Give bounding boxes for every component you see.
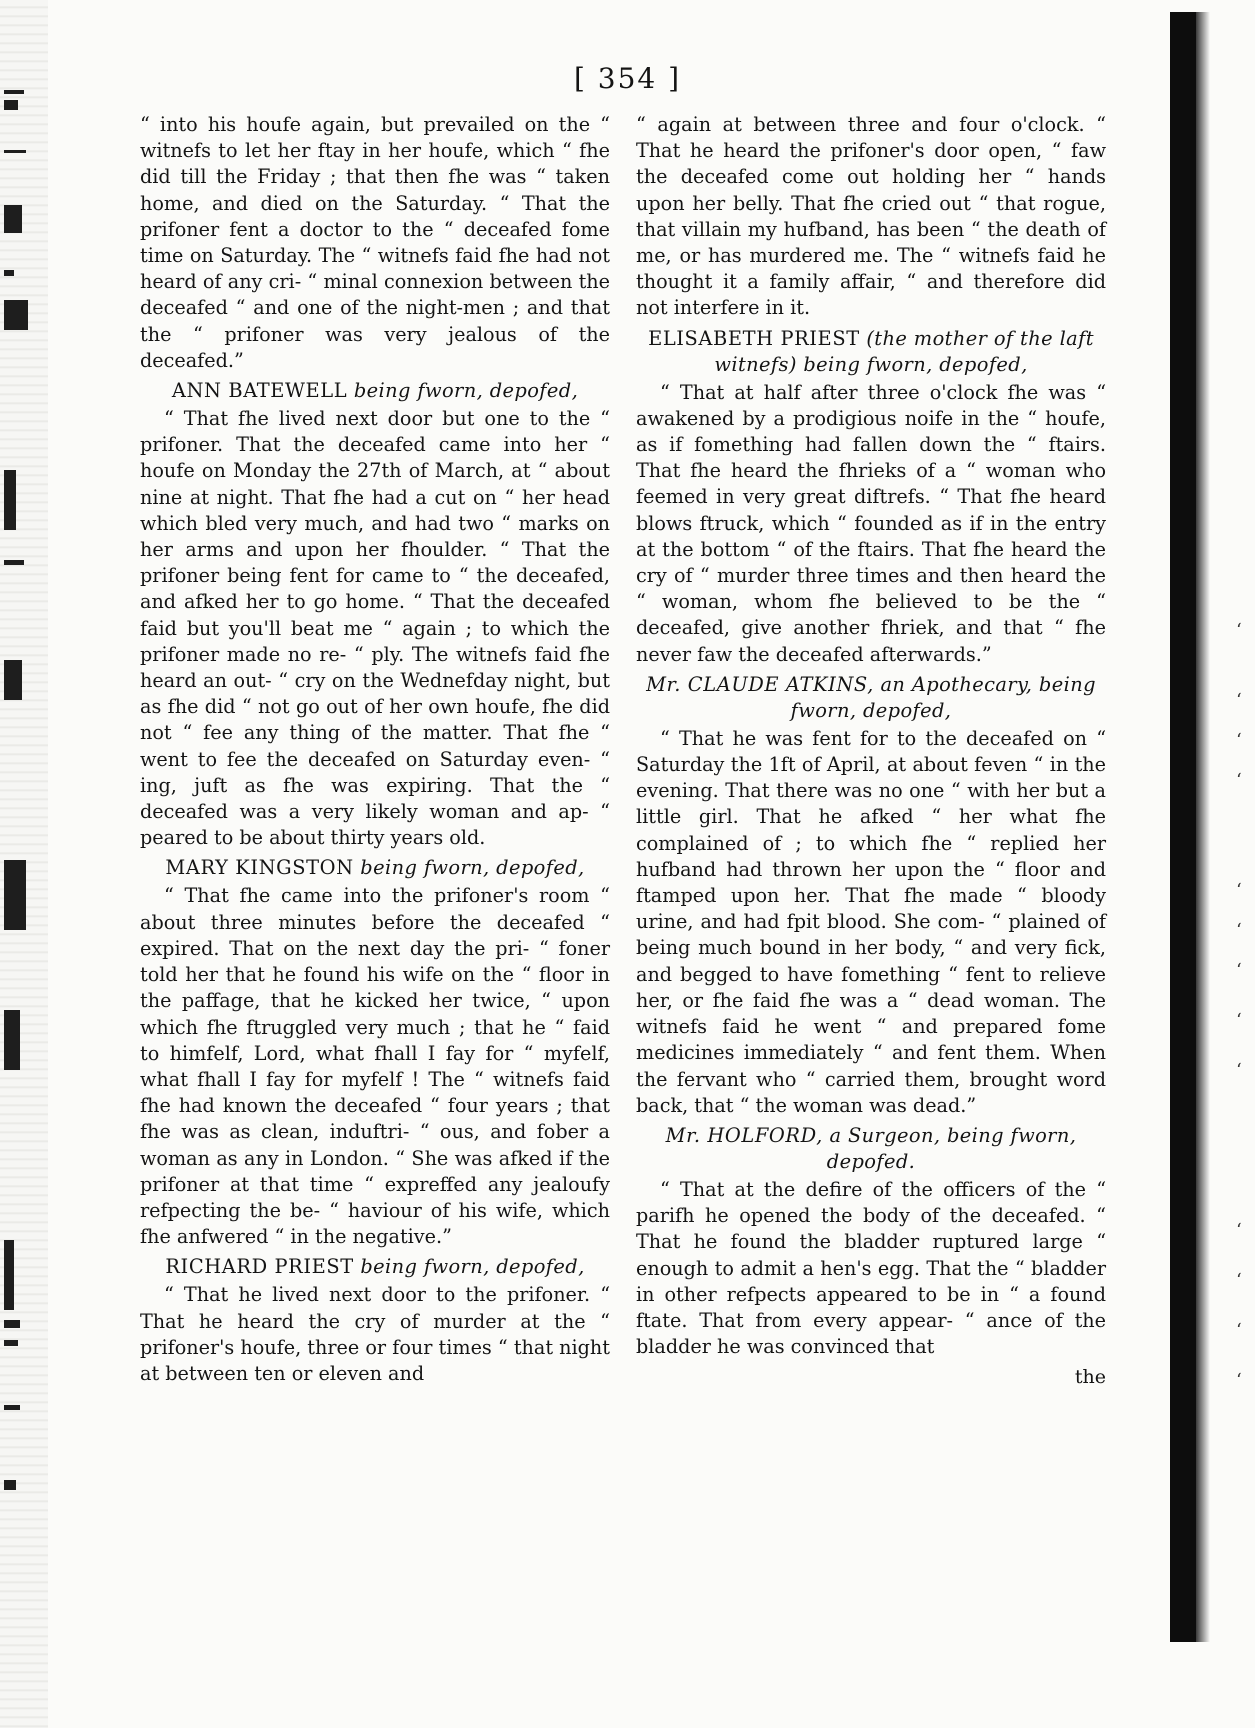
witness-heading-ann-batewell [140,378,610,404]
page-gutter-shadow [1170,12,1196,1642]
witness-name: ELISABETH PRIEST [648,326,860,350]
left-column [140,112,610,1389]
scan-margin-marks [4,0,42,1728]
scan-right-marks: ‘ ‘ ‘ ‘ ‘ ‘ ‘ ‘ ‘ ‘ ‘ ‘ ‘ [1236,620,1242,1391]
witness-heading-rest: a Surgeon, being fworn, depofed. [826,1123,1077,1173]
paragraph-right-1: “ again at between three and four o'clock. “ That he heard the prifoner's door open, “ faw the deceafed come out holding her “ hands upon her belly. That fhe cried out “ that rogue, that villain my hufband, has been “ the death of me, or has murdered me. The “ witnefs faid he thought it a family affair, “ and therefore did not interfere in it. [636,113,1106,320]
paragraph-right-2: “ That at half after three o'clock fhe was “ awakened by a prodigious noife in the “ houfe, as if fomething had fallen down the “ ftairs. That fhe heard the fhrieks of a “ woman who feemed in very great diftrefs. “ That fhe heard blows ftruck, which “ founded as if in the entry at the bottom “ of the ftairs. That fhe heard the cry of “ murder three times and then heard the “ woman, whom fhe believed to be the “ deceafed, give another fhriek, and that “ fhe never faw the deceafed afterwards.” [636,380,1106,666]
witness-heading-rest: (the mother of the laft witnefs) being fworn, depofed, [714,326,1094,376]
witness-heading-rest: an Apothecary, being fworn, depofed, [790,672,1096,722]
witness-name: Mr. CLAUDE ATKINS, [646,672,874,696]
witness-heading-rest: being fworn, depofed, [360,1255,585,1279]
witness-heading-holford [636,1123,1106,1175]
witness-heading-elisabeth-priest [636,326,1106,378]
witness-name: RICHARD PRIEST [165,1255,354,1279]
page-number: [ 354 ] [573,62,682,95]
witness-name: ANN BATEWELL [171,379,348,403]
witness-heading-claude-atkins [636,672,1106,724]
witness-heading-richard-priest [140,1254,610,1280]
right-column [636,112,1106,1391]
paragraph-left-4: “ That he lived next door to the prifoner. “ That he heard the cry of murder at the “ prifoner's houfe, three or four times “ that night at between ten or eleven and [140,1283,610,1385]
paragraph-left-3: “ That fhe came into the prifoner's room “ about three minutes before the deceafed “ expired. That on the next day the pri- “ foner told her that he found his wife on the “ floor in the paffage, that he kicked her twice, “ upon which fhe ftruggled very much ; that he “ faid to himfelf, Lord, what fhall I fay for “ myfelf, what fhall I fay for myfelf ! The “ witnefs faid fhe had known the deceafed “ four years ; that fhe was as clean, induftri- “ ous, and fober a woman as any in London. “ She was afked if the prifoner at that time “ expreffed any jealoufy refpecting the be- “ haviour of his wife, which fhe anfwered “ in the negative.” [140,884,610,1249]
witness-name: Mr. HOLFORD, [665,1123,823,1147]
paragraph-left-2: “ That fhe lived next door but one to the “ prifoner. That the deceafed came into her “ houfe on Monday the 27th of March, at “ about nine at night. That fhe had a cut on “ her head which bled very much, and had two “ marks on her arms and upon her fhoulder. “ That the prifoner being fent for came to “ the deceafed, and afked her to go home. “ That the deceafed faid but you'll beat me “ again ; to which the prifoner made no re- “ ply. The witnefs faid fhe heard an out- “ cry on the Wednefday night, but as fhe did “ not go out of her own houfe, fhe did not “ fee any thing of the matter. That fhe “ went to fee the deceafed on Saturday even- “ ing, juft as fhe was expiring. That the “ deceafed was a very likely woman and ap- “ peared to be about thirty years old. [140,407,610,850]
witness-heading-rest: being fworn, depofed, [360,856,585,880]
catchword: the [1074,1366,1106,1389]
paragraph-left-1: “ into his houfe again, but prevailed on the “ witnefs to let her ftay in her houfe, which “ fhe did till the Friday ; that then fhe was “ taken home, and died on the Saturday. “ That the prifoner fent a doctor to the “ deceafed fome time on Saturday. The “ witnefs faid fhe had not heard of any cri- “ minal connexion between the deceafed “ and one of the night-men ; and that the “ prifoner was very jealous of the deceafed.” [140,113,610,372]
witness-name: MARY KINGSTON [165,856,354,880]
paragraph-right-3: “ That he was fent for to the deceafed on “ Saturday the 1ft of April, at about feven “ in the evening. That there was no one “ with her but a little girl. That he afked “ her what fhe complained of ; to which fhe “ replied her hufband had thrown her upon the “ floor and ftamped upon her. That fhe made “ bloody urine, and had fpit blood. She com- “ plained of being much bound in her body, “ and very fick, and begged to have fomething “ fent to relieve her, or fhe faid fhe was a “ dead woman. The witnefs faid he went “ and prepared fome medicines immediately “ and fent them. When the fervant who “ carried them, brought word back, that “ the woman was dead.” [636,726,1106,1117]
paragraph-right-4: “ That at the defire of the officers of the “ parifh he opened the body of the deceafed. “ That he found the bladder ruptured large “ enough to admit a hen's egg. That the “ bladder in other refpects appeared to be in “ a found ftate. That from every appear- “ ance of the bladder he was convinced that [636,1177,1106,1359]
witness-heading-mary-kingston [140,855,610,881]
witness-heading-rest: being fworn, depofed, [353,379,579,403]
